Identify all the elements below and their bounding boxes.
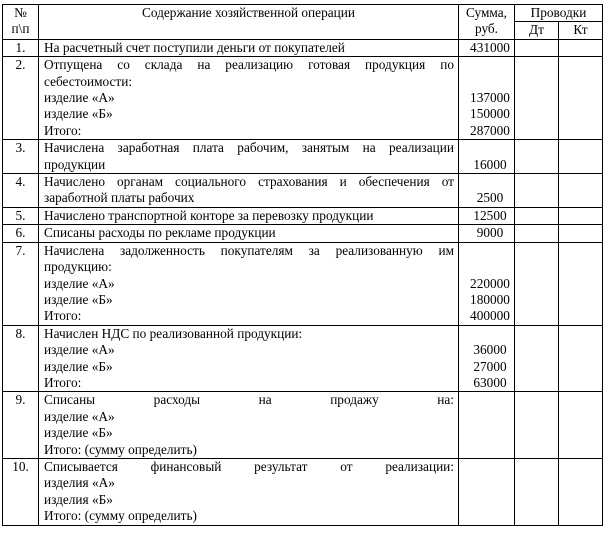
amount-value: 431000: [470, 39, 510, 55]
amount-value: 63000: [473, 374, 507, 390]
amount-cell: [459, 225, 515, 242]
amount-value: [469, 140, 511, 156]
amount-value: 27000: [473, 358, 507, 374]
debit-cell[interactable]: [515, 207, 559, 224]
table-row: [3, 225, 603, 242]
description-line: Итого:: [44, 308, 82, 324]
amount-value: 150000: [470, 106, 510, 122]
credit-cell[interactable]: [559, 140, 603, 174]
description-line: Итого:: [44, 122, 82, 138]
amount-value: [469, 174, 511, 190]
amount-value: [469, 259, 511, 275]
debit-cell[interactable]: [515, 325, 559, 392]
operation-description: [39, 458, 459, 525]
header-row-1: [3, 5, 603, 22]
operation-description: [39, 325, 459, 392]
amount-value: 220000: [470, 275, 510, 291]
operation-description: [39, 242, 459, 325]
operation-description: [39, 140, 459, 174]
credit-cell[interactable]: [559, 207, 603, 224]
debit-cell[interactable]: [515, 140, 559, 174]
row-number: 8.: [3, 325, 39, 392]
credit-cell[interactable]: [559, 458, 603, 525]
amount-value: 16000: [473, 156, 507, 172]
amount-value: 137000: [470, 90, 510, 106]
description-line: Начислена задолженность покупателям за реализованную им: [44, 242, 454, 258]
amount-cell: [459, 207, 515, 224]
description-line: Начислена заработная плата рабочим, занятым на реализации: [44, 140, 454, 156]
debit-cell[interactable]: [515, 57, 559, 140]
amount-cell: [459, 325, 515, 392]
description-line: изделие «А»: [44, 275, 115, 291]
amount-value: 9000: [476, 225, 504, 241]
row-number: 9.: [3, 392, 39, 459]
amount-value: [469, 409, 511, 425]
debit-cell[interactable]: [515, 242, 559, 325]
description-line: продукцию:: [44, 259, 112, 275]
credit-cell[interactable]: [559, 225, 603, 242]
debit-cell[interactable]: [515, 225, 559, 242]
debit-cell[interactable]: [515, 39, 559, 56]
sum-header: [459, 5, 515, 40]
amount-cell: [459, 140, 515, 174]
description-line: изделие «Б»: [44, 106, 113, 122]
num-header: [3, 5, 39, 40]
table-row: [3, 39, 603, 56]
amount-value: 400000: [470, 308, 510, 324]
row-number: 2.: [3, 57, 39, 140]
row-number: 3.: [3, 140, 39, 174]
sum-header-line-1: Сумма,: [466, 5, 507, 20]
operations-table-wrapper: [2, 4, 603, 526]
description-line: На расчетный счет поступили деньги от покупателей: [44, 39, 345, 55]
amount-cell: [459, 458, 515, 525]
description-line: изделие «А»: [44, 342, 115, 358]
amount-cell: [459, 39, 515, 56]
postings-header: Проводки: [515, 5, 603, 22]
debit-cell[interactable]: [515, 392, 559, 459]
credit-cell[interactable]: [559, 392, 603, 459]
description-line: себестоимости:: [44, 73, 133, 89]
debit-cell[interactable]: [515, 458, 559, 525]
row-number: 5.: [3, 207, 39, 224]
credit-cell[interactable]: [559, 174, 603, 208]
row-number: 7.: [3, 242, 39, 325]
description-line: изделия «А»: [44, 475, 115, 491]
description-line: Отпущена со склада на реализацию готовая продукция по: [44, 57, 454, 73]
description-line: Итого: (сумму определить): [44, 508, 197, 524]
content-header: Содержание хозяйственной операции: [39, 5, 459, 40]
row-number: 6.: [3, 225, 39, 242]
operation-description: [39, 57, 459, 140]
amount-value: [469, 57, 511, 73]
amount-cell: [459, 392, 515, 459]
table-row: [3, 174, 603, 208]
description-line: Начислено транспортной конторе за перевозку продукции: [44, 207, 374, 223]
amount-value: 2500: [476, 190, 504, 206]
debit-header: Дт: [515, 22, 559, 39]
table-row: [3, 140, 603, 174]
amount-value: [469, 492, 511, 508]
table-row: [3, 392, 603, 459]
operation-description: [39, 392, 459, 459]
amount-value: 36000: [473, 342, 507, 358]
amount-value: [469, 508, 511, 524]
amount-value: [469, 442, 511, 458]
amount-value: 180000: [470, 291, 510, 307]
description-line: Начислен НДС по реализованной продукции:: [44, 325, 303, 341]
amount-value: 287000: [470, 122, 510, 138]
amount-value: [469, 425, 511, 441]
description-line: изделие «Б»: [44, 358, 113, 374]
operation-description: [39, 174, 459, 208]
amount-value: 12500: [473, 207, 507, 223]
amount-value: [469, 326, 511, 342]
operation-description: [39, 39, 459, 56]
amount-value: [469, 392, 511, 408]
row-number: 4.: [3, 174, 39, 208]
description-line: Итого:: [44, 374, 82, 390]
amount-cell: [459, 242, 515, 325]
operation-description: [39, 207, 459, 224]
description-line: изделие «Б»: [44, 425, 113, 441]
description-line: Списывается финансовый результат от реализации:: [44, 458, 454, 474]
amount-cell: [459, 57, 515, 140]
credit-cell[interactable]: [559, 242, 603, 325]
credit-cell[interactable]: [559, 57, 603, 140]
table-row: [3, 57, 603, 140]
amount-value: [469, 74, 511, 90]
debit-cell[interactable]: [515, 174, 559, 208]
description-line: заработной платы рабочих: [44, 190, 195, 206]
description-line: изделие «А»: [44, 90, 115, 106]
row-number: 10.: [3, 458, 39, 525]
description-line: продукции: [44, 156, 106, 172]
amount-value: [469, 459, 511, 475]
operations-table: [2, 4, 603, 526]
description-line: Итого: (сумму определить): [44, 441, 197, 457]
operation-description: [39, 225, 459, 242]
credit-cell[interactable]: [559, 325, 603, 392]
description-line: Списаны расходы на продажу на:: [44, 392, 454, 408]
row-number: 1.: [3, 39, 39, 56]
table-row: [3, 242, 603, 325]
description-line: изделие «А»: [44, 408, 115, 424]
description-line: Списаны расходы по рекламе продукции: [44, 225, 276, 241]
amount-value: [469, 243, 511, 259]
credit-cell[interactable]: [559, 39, 603, 56]
amount-cell: [459, 174, 515, 208]
num-header-line-2: п\п: [11, 21, 30, 37]
num-header-line-1: №: [14, 5, 27, 20]
credit-header: Кт: [559, 22, 603, 39]
description-line: Начислено органам социального страхования и обеспечения от: [44, 174, 454, 190]
description-line: изделие «Б»: [44, 291, 113, 307]
table-row: [3, 207, 603, 224]
table-row: [3, 458, 603, 525]
description-line: изделия «Б»: [44, 491, 113, 507]
table-body: [3, 39, 603, 525]
amount-value: [469, 475, 511, 491]
sum-header-line-2: руб.: [474, 21, 499, 37]
table-row: [3, 325, 603, 392]
